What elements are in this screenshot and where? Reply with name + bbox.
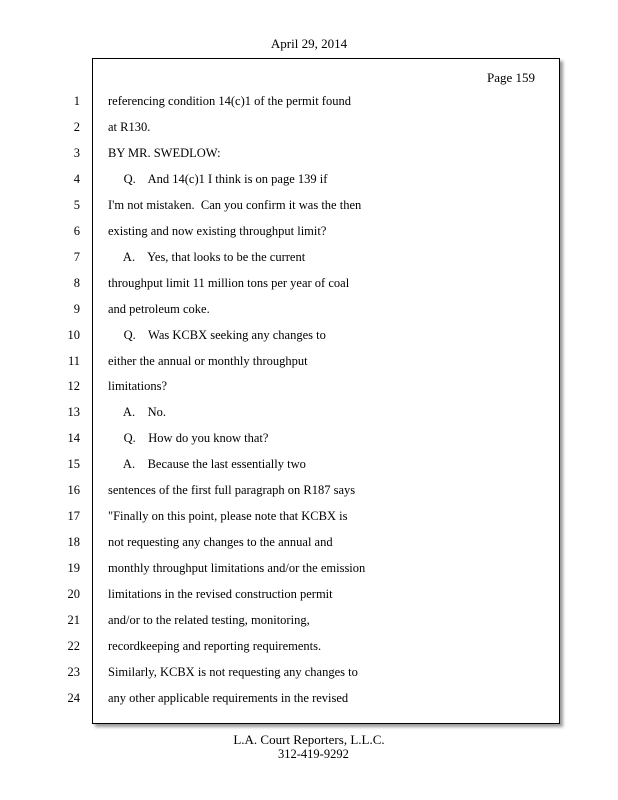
line-text: Similarly, KCBX is not requesting any changes to [108,665,358,679]
line-number: 3 [73,146,80,160]
line-number: 5 [73,198,80,212]
line-text: BY MR. SWEDLOW: [108,146,221,160]
line-number: 10 [67,328,80,342]
line-number: 6 [73,224,80,238]
line-number: 15 [67,457,80,471]
line-text: and/or to the related testing, monitoring, [108,613,310,627]
line-text: recordkeeping and reporting requirements. [108,639,322,653]
line-text: Q. And 14(c)1 I think is on page 139 if [108,172,328,186]
line-text: Q. Was KCBX seeking any changes to [108,328,326,342]
line-text: A. No. [108,405,166,419]
line-number: 11 [67,354,80,368]
line-text: existing and now existing throughput limit? [108,224,327,238]
line-number: 7 [73,250,80,264]
line-number: 20 [67,587,80,601]
line-number: 1 [73,94,80,108]
line-text: at R130. [108,120,151,134]
line-number: 13 [67,405,80,419]
line-text: "Finally on this point, please note that KCBX is [108,509,348,523]
line-number: 2 [73,120,80,134]
line-text: monthly throughput limitations and/or the emission [108,561,366,575]
page-number: Page 159 [487,70,536,85]
line-text: limitations in the revised construction permit [108,587,333,601]
line-number: 14 [67,431,80,445]
line-number: 16 [67,483,80,497]
line-number: 24 [67,691,80,705]
line-text: sentences of the first full paragraph on R187 says [108,483,356,497]
line-number: 22 [67,639,80,653]
line-text: limitations? [108,379,168,393]
line-text: either the annual or monthly throughput [108,354,308,368]
line-number: 12 [67,379,80,393]
line-text: any other applicable requirements in the revised [108,691,349,705]
line-text: A. Because the last essentially two [108,457,306,471]
line-number: 23 [67,665,80,679]
line-text: Q. How do you know that? [108,431,269,445]
line-text: A. Yes, that looks to be the current [108,250,306,264]
line-number: 9 [73,302,80,316]
line-number: 19 [67,561,80,575]
line-number: 8 [73,276,80,290]
line-text: referencing condition 14(c)1 of the permit found [108,94,351,108]
line-text: I'm not mistaken. Can you confirm it was the then [108,198,362,212]
line-number: 18 [67,535,80,549]
footer-phone: 312-419-9292 [278,747,349,761]
line-number: 4 [73,172,80,186]
line-number: 21 [67,613,80,627]
line-number: 17 [67,509,80,523]
footer-company: L.A. Court Reporters, L.L.C. [233,732,385,747]
header-date: April 29, 2014 [270,36,348,51]
line-text: and petroleum coke. [108,302,210,316]
line-text: not requesting any changes to the annual and [108,535,333,549]
line-text: throughput limit 11 million tons per year of coal [108,276,350,290]
